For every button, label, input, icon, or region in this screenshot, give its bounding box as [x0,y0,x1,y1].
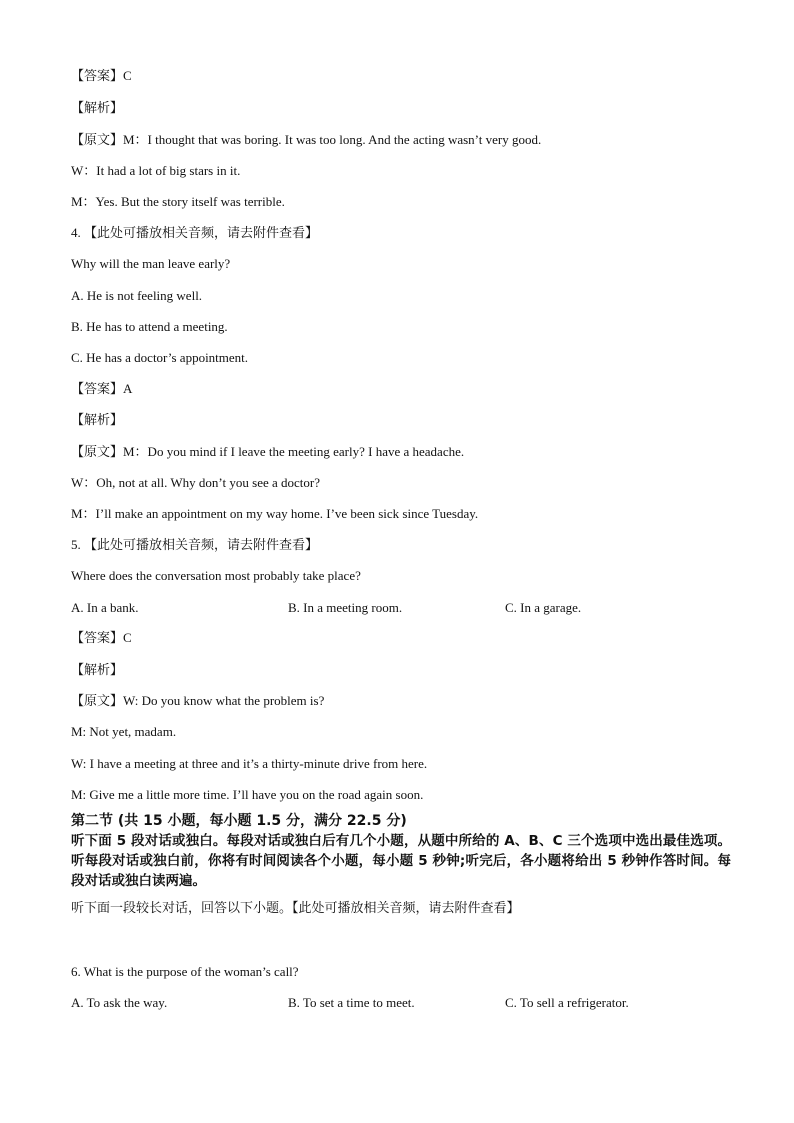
q3-analysis: 【解析】 [71,100,124,115]
q4-analysis: 【解析】 [71,412,124,427]
q3-answer: 【答案】C [71,68,132,83]
q4-question: Why will the man leave early? [71,256,231,271]
q5-transcript-line-4: M: Give me a little more time. I’ll have you on the road again soon. [71,787,424,802]
q6-option-c: C. To sell a refrigerator. [505,995,629,1010]
q4-header: 4. 【此处可播放相关音频，请去附件查看】 [71,225,319,240]
section2-instruction: 听下面一段较长对话，回答以下小题。【此处可播放相关音频，请去附件查看】 [71,901,520,916]
q4-transcript-line-1: 【原文】M：Do you mind if I leave the meeting early? I have a headache. [71,444,465,459]
q5-transcript-line-3: W: I have a meeting at three and it’s a thirty-minute drive from here. [71,756,428,771]
q5-answer: 【答案】C [71,630,132,645]
q5-question: Where does the conversation most probably take place? [71,568,361,583]
q6-option-b: B. To set a time to meet. [288,995,415,1010]
section2-directions: 听下面 5 段对话或独白。每段对话或独白后有几个小题，从题中所给的 A、B、C 三个选项中选出最佳选项。听每段对话或独白前，你将有时间阅读各个小题，每小题 5 秒钟;听完后，各小题将给出 5 秒钟作答时间。每段对话或独白读两遍。 [71,833,731,889]
q5-transcript-line-2: M: Not yet, madam. [71,724,177,739]
q4-option-c: C. He has a doctor’s appointment. [71,350,249,365]
section2-heading: 第二节 (共 15 小题，每小题 1.5 分，满分 22.5 分) [71,813,407,829]
q4-option-a: A. He is not feeling well. [71,288,203,303]
q5-option-b: B. In a meeting room. [288,600,403,615]
q5-transcript-line-1: 【原文】W: Do you know what the problem is? [71,693,325,708]
q4-answer: 【答案】A [71,381,133,396]
q6-option-a: A. To ask the way. [71,995,168,1010]
q3-transcript-line-2: W：It had a lot of big stars in it. [71,163,241,178]
q6-question: 6. What is the purpose of the woman’s call? [71,964,299,979]
q4-option-b: B. He has to attend a meeting. [71,319,228,334]
q5-analysis: 【解析】 [71,662,124,677]
q3-transcript-line-3: M：Yes. But the story itself was terrible. [71,194,285,209]
q3-transcript-line-1: 【原文】M：I thought that was boring. It was too long. And the acting wasn’t very good. [71,132,542,147]
q5-option-c: C. In a garage. [505,600,582,615]
q5-option-a: A. In a bank. [71,600,139,615]
q4-transcript-line-3: M：I’ll make an appointment on my way home. I’ve been sick since Tuesday. [71,506,479,521]
q5-header: 5. 【此处可播放相关音频，请去附件查看】 [71,537,319,552]
q4-transcript-line-2: W：Oh, not at all. Why don’t you see a doctor? [71,475,320,490]
